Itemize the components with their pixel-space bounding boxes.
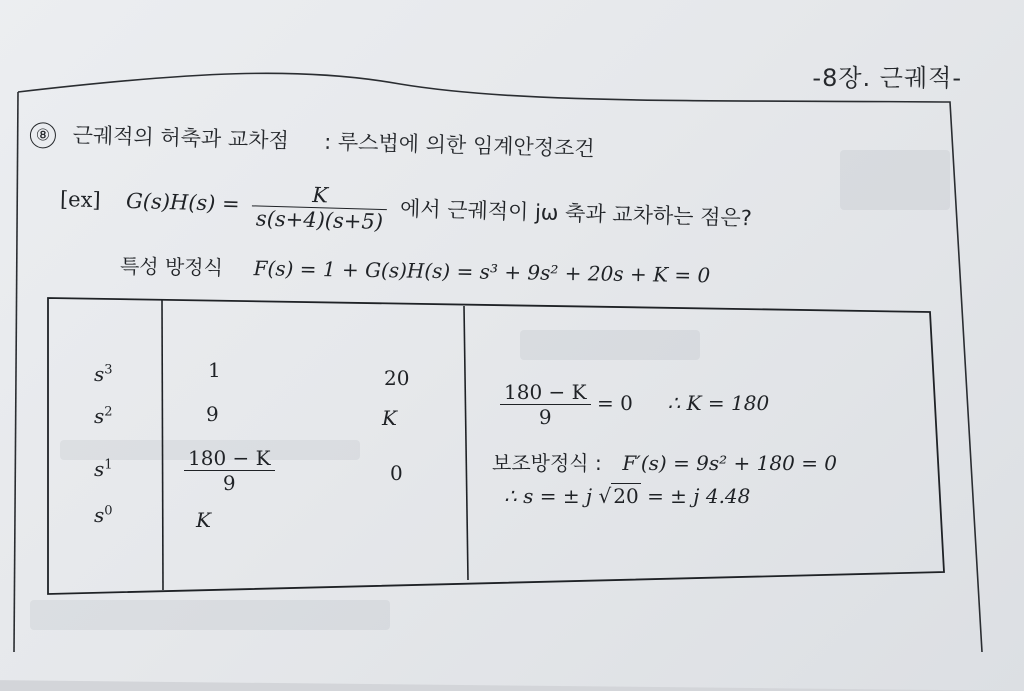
square-root: √ (598, 484, 612, 508)
radicand: 20 (613, 484, 639, 508)
routh-row-label: $s^0$ (94, 503, 113, 527)
routh-cell: K (382, 406, 397, 430)
auxiliary-equation: F′(s) = 9s² + 180 = 0 (622, 451, 838, 475)
answer-suffix: = ± j 4.48 (647, 484, 751, 508)
routh-fraction-numerator: 180 − K (188, 446, 271, 470)
answer-line (504, 484, 750, 508)
routh-cell: K (196, 508, 211, 532)
condition-rhs: = 0 (596, 391, 633, 415)
transfer-function-lhs: G(s)H(s) = (125, 188, 241, 217)
condition-denominator: 9 (500, 404, 591, 429)
routh-cell: 9 (206, 402, 219, 426)
routh-cell: 20 (384, 366, 410, 390)
transfer-function-fraction (252, 181, 388, 234)
routh-row-label: $s^3$ (94, 362, 113, 386)
routh-fraction-denominator: 9 (184, 470, 275, 495)
auxiliary-label: 보조방정식 : (492, 451, 602, 475)
example-question: 에서 근궤적이 jω 축과 교차하는 점은? (399, 196, 753, 231)
condition-result: ∴ K = 180 (667, 391, 770, 415)
problem-title: 근궤적의 허축과 교차점 (72, 123, 290, 153)
example-tag: [ex] (59, 187, 102, 213)
characteristic-label: 특성 방정식 (119, 254, 224, 280)
auxiliary-equation-line (492, 447, 837, 476)
stability-condition (500, 380, 769, 429)
circled-number: ⑧ (30, 122, 57, 149)
routh-cell: 1 (208, 358, 221, 382)
fraction-numerator: K (311, 183, 329, 208)
condition-numerator: 180 − K (504, 380, 587, 404)
routh-row-label: $s^1$ (94, 457, 113, 481)
routh-cell: 0 (390, 461, 403, 485)
routh-table-frame (48, 298, 944, 594)
chapter-title: -8장. 근궤적- (812, 64, 962, 92)
problem-subtitle: : 루스법에 의한 임계안정조건 (323, 129, 595, 161)
characteristic-equation: F(s) = 1 + G(s)H(s) = s³ + 9s² + 20s + K = 0 (253, 256, 711, 288)
routh-row-label: $s^2$ (94, 404, 113, 428)
fraction-denominator: s(s+4)(s+5) (252, 205, 388, 234)
answer-prefix: ∴ s = ± j (504, 484, 593, 508)
routh-cell-fraction (184, 446, 275, 495)
